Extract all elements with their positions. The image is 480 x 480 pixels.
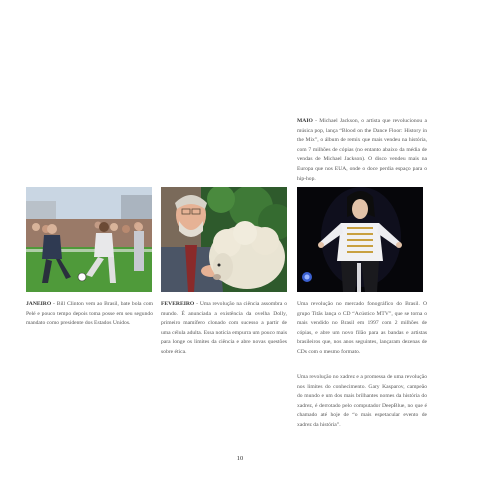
maio-text-block (297, 117, 427, 184)
michael-jackson-photo (297, 187, 423, 292)
maio-heading: MAIO (297, 118, 313, 124)
fevereiro-text-block (161, 300, 287, 358)
dolly-sheep-photo (161, 187, 287, 292)
fevereiro-heading: FEVEREIRO (161, 301, 195, 307)
clinton-football-photo (26, 187, 152, 292)
janeiro-heading: JANEIRO (26, 301, 52, 307)
fevereiro-body: - Uma revolução na ciência assombra o mundo. É anunciada a existência da ovelha Dolly, primeiro mamífero clonado com sucesso a partir de uma célula adulta. Essa notícia empurra um pouco mais para longe os limites da ciência e abre novas questões sobre ética. (161, 301, 287, 355)
michael-jackson-illustration (297, 187, 423, 292)
dolly-sheep-illustration (161, 187, 287, 292)
clinton-football-illustration (26, 187, 152, 292)
maio-body: - Michael Jackson, o artista que revolucionou a música pop, lança “Blood on the Dance Floor: History in the Mix”, o álbum de remix que mais vendeu na história, com 7 milhões de cópias (no entanto abaixo da média de vendas de Michael Jackson). O disco vendeu mais na Europa que nos EUA, onde o doce perdia espaço para o hip-hop. (297, 118, 427, 182)
janeiro-body: - Bill Clinton vem ao Brasil, bate bola com Pelé e pouco tempo depois toma posse em seu segundo mandato como presidente dos Estados Unidos. (26, 301, 153, 327)
xadrez-body: Uma revolução no xadrez e a promessa de uma revolução nos limites do conhecimento. Gary Kasparov, campeão do mundo e um dos mais brilhantes nomes da história do xadrez, é derrotado pelo computador DeepBlue, no que é chamado até hoje de “o mais espetacular evento de xadrez da história”. (297, 374, 427, 428)
janeiro-text-block (26, 300, 153, 329)
acustico-mtv-body: Uma revolução no mercado fonográfico do Brasil. O grupo Titãs lança o CD “Acústico MTV”, que se torna o mais vendido no Brasil em 1997 com 2 milhões de cópias, e abre um novo filão para as bandas e artistas brasileiros que, nos anos seguintes, lançaram dezenas de CDs com o mesmo formato. (297, 301, 427, 355)
acustico-mtv-text-block (297, 300, 427, 358)
page-number: 10 (236, 455, 244, 462)
xadrez-text-block (297, 373, 427, 431)
